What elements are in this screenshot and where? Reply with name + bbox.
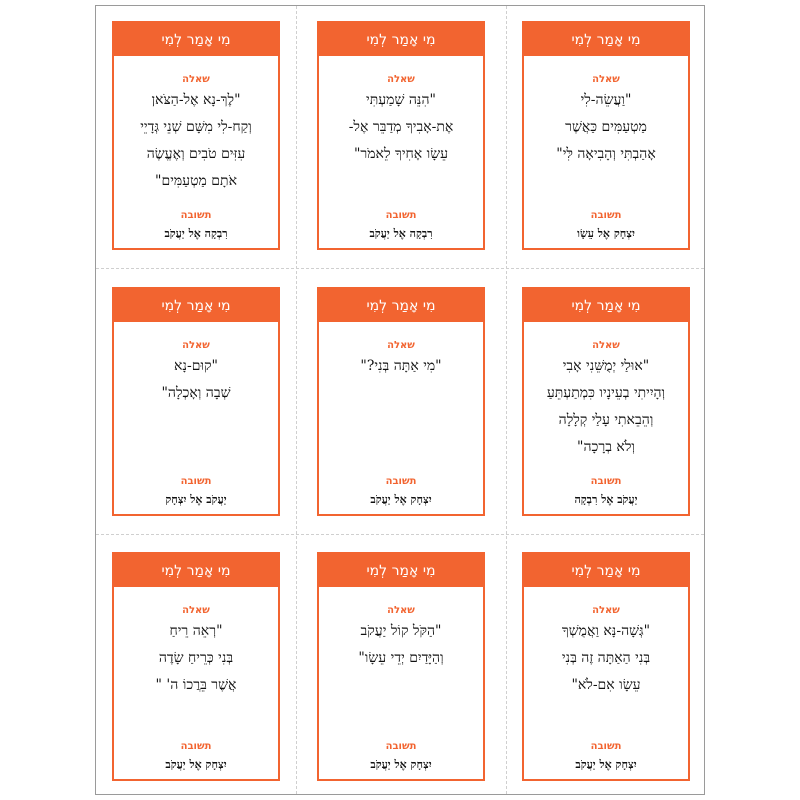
answer-text: יִצְחָק אֶל יַעֲקֹב xyxy=(165,758,227,771)
answer-block xyxy=(114,741,278,771)
quote-line: אֲשֶׁר בֵּרֲכוֹ ה' " xyxy=(155,677,237,693)
answer-block xyxy=(114,476,278,506)
answer-label: תשובה xyxy=(385,476,417,487)
quote-line: בְּנִי הַאַתָּה זֶה בְּנִי xyxy=(561,650,651,666)
question-label: שאלה xyxy=(387,605,415,616)
answer-text: יַעֲקֹב אֶל יִצְחָק xyxy=(165,493,227,506)
cut-line-vertical xyxy=(506,6,507,794)
quote-line: וְהָיִיתִי בְעֵינָיו כִּמְתַעְתֵּעַ xyxy=(546,385,666,401)
quote-line: "הִנֵּה שָׁמַעְתִּי xyxy=(366,92,436,108)
answer-block xyxy=(114,210,278,240)
quote-card xyxy=(522,21,690,250)
question-label: שאלה xyxy=(387,74,415,85)
quote-card xyxy=(112,21,280,250)
quote-line: "מִי אַתָּה בְּנִי?" xyxy=(360,358,442,374)
quote-card xyxy=(112,552,280,781)
answer-label: תשובה xyxy=(590,476,622,487)
quote-line: וְקַח-לִי מִשָּׁם שְׁנֵי גְּדָיֵי xyxy=(140,119,252,135)
answer-label: תשובה xyxy=(180,476,212,487)
card-header: מִי אָמַר לְמִי xyxy=(319,554,483,587)
quote-line: וְלֹא בְרָכָה" xyxy=(577,439,635,455)
question-label: שאלה xyxy=(387,340,415,351)
quote-line: וְהַיָּדַיִם יְדֵי עֵשָׂו" xyxy=(358,650,444,666)
quote-line: עִזִּים טֹבִים וְאֶעֱשֶׂה xyxy=(146,146,246,162)
quote-line: עֵשָׂו אָחִיךָ לֵאמֹר" xyxy=(353,146,449,162)
question-label: שאלה xyxy=(182,605,210,616)
quote-line: "וַעֲשֵׂה-לִי xyxy=(580,92,632,108)
card-header: מִי אָמַר לְמִי xyxy=(319,289,483,322)
quote-text xyxy=(524,618,688,699)
quote-text xyxy=(319,618,483,672)
quote-card xyxy=(317,287,485,516)
answer-text: יִצְחָק אֶל יַעֲקֹב xyxy=(370,493,432,506)
quote-line: עֵשָׂו אִם-לֹא" xyxy=(571,677,641,693)
quote-text xyxy=(524,87,688,168)
quote-line: וְהֵבֵאתִי עָלַי קְלָלָה xyxy=(558,412,654,428)
answer-label: תשובה xyxy=(385,210,417,221)
answer-block xyxy=(524,741,688,771)
quote-line: "הַקֹּל קוֹל יַעֲקֹב xyxy=(360,623,442,639)
answer-block xyxy=(319,210,483,240)
card-header: מִי אָמַר לְמִי xyxy=(524,554,688,587)
answer-block xyxy=(524,210,688,240)
answer-block xyxy=(319,476,483,506)
quote-card xyxy=(112,287,280,516)
cut-line-horizontal xyxy=(96,268,704,269)
answer-label: תשובה xyxy=(590,210,622,221)
quote-text xyxy=(524,353,688,461)
card-header: מִי אָמַר לְמִי xyxy=(114,23,278,56)
quote-line: אֶת-אָבִיךָ מְדַבֵּר אֶל- xyxy=(348,119,454,135)
cut-line-horizontal xyxy=(96,534,704,535)
quote-text xyxy=(319,87,483,168)
answer-label: תשובה xyxy=(180,210,212,221)
quote-card xyxy=(522,287,690,516)
answer-text: רִבְקָה אֶל יַעֲקֹב xyxy=(164,227,228,240)
question-label: שאלה xyxy=(182,74,210,85)
quote-line: "רְאֵה רֵיחַ xyxy=(169,623,223,639)
quote-card xyxy=(317,21,485,250)
answer-text: יִצְחָק אֶל עֵשָׂו xyxy=(577,227,635,240)
answer-label: תשובה xyxy=(590,741,622,752)
quote-line: "קוּם-נָא xyxy=(174,358,218,374)
quote-card xyxy=(522,552,690,781)
answer-label: תשובה xyxy=(385,741,417,752)
answer-text: יִצְחָק אֶל יַעֲקֹב xyxy=(575,758,637,771)
answer-text: יַעֲקֹב אֶל רִבְקָה xyxy=(574,493,638,506)
quote-line: "גְּשָׁה-נָּא וַאֲמֻשְׁךָ xyxy=(561,623,651,639)
quote-text xyxy=(114,353,278,407)
card-header: מִי אָמַר לְמִי xyxy=(524,289,688,322)
question-label: שאלה xyxy=(592,74,620,85)
quote-line: אֹתָם מַטְעַמִּים" xyxy=(155,173,237,189)
answer-block xyxy=(524,476,688,506)
answer-block xyxy=(319,741,483,771)
answer-text: יִצְחָק אֶל יַעֲקֹב xyxy=(370,758,432,771)
quote-line: מַטְעַמִּים כַּאֲשֶׁר xyxy=(565,119,647,135)
cut-line-vertical xyxy=(296,6,297,794)
card-header: מִי אָמַר לְמִי xyxy=(114,289,278,322)
quote-line: אָהַבְתִּי וְהָבִיאָה לִּי" xyxy=(556,146,656,162)
question-label: שאלה xyxy=(182,340,210,351)
question-label: שאלה xyxy=(592,340,620,351)
answer-text: רִבְקָה אֶל יַעֲקֹב xyxy=(369,227,433,240)
quote-text xyxy=(114,87,278,195)
card-header: מִי אָמַר לְמִי xyxy=(319,23,483,56)
quote-card xyxy=(317,552,485,781)
quote-line: "אוּלַי יְמֻשֵּׁנִי אָבִי xyxy=(562,358,650,374)
quote-line: "לֶךְ-נָא אֶל-הַצֹּאן xyxy=(151,92,241,108)
quote-text xyxy=(319,353,483,380)
question-label: שאלה xyxy=(592,605,620,616)
answer-label: תשובה xyxy=(180,741,212,752)
card-header: מִי אָמַר לְמִי xyxy=(114,554,278,587)
quote-line: בְּנִי כְּרֵיחַ שָׂדֶה xyxy=(158,650,234,666)
quote-line: שְׁבָה וְאָכְלָה" xyxy=(161,385,231,401)
quote-text xyxy=(114,618,278,699)
card-header: מִי אָמַר לְמִי xyxy=(524,23,688,56)
